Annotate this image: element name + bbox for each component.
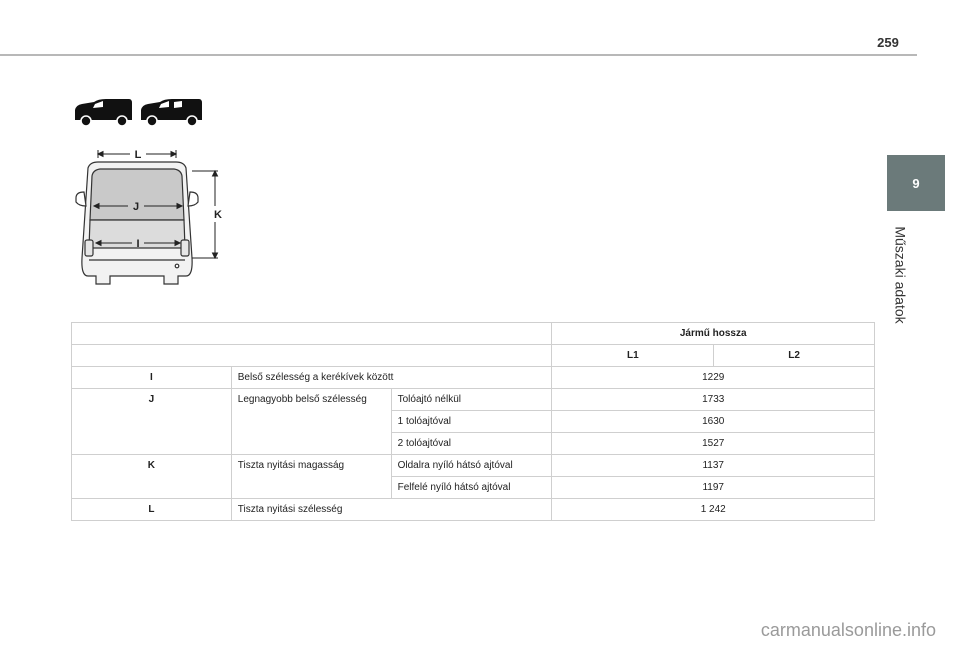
row-sub-label: Oldalra nyíló hátsó ajtóval xyxy=(391,455,552,477)
row-value: 1733 xyxy=(552,389,875,411)
row-value: 1197 xyxy=(552,477,875,499)
header-vehicle-length: Jármű hossza xyxy=(552,323,875,345)
row-code: J xyxy=(72,389,232,455)
row-description: Legnagyobb belső szélesség xyxy=(231,389,391,455)
van-l1-icon xyxy=(72,98,134,128)
row-value: 1 242 xyxy=(552,499,875,521)
chapter-tab[interactable]: 9 xyxy=(887,155,945,211)
dimensions-table xyxy=(71,322,875,521)
row-value: 1229 xyxy=(552,367,875,389)
chapter-title: Műszaki adatok xyxy=(893,225,909,324)
row-sub-label: 1 tolóajtóval xyxy=(391,411,552,433)
row-value: 1527 xyxy=(552,433,875,455)
label-i: I xyxy=(136,238,140,250)
table-row xyxy=(72,499,875,521)
label-k: K xyxy=(214,209,222,221)
table-row xyxy=(72,389,875,411)
page-number: 259 xyxy=(877,35,899,50)
van-rear-outline xyxy=(76,162,198,284)
row-description: Belső szélesség a kerékívek között xyxy=(231,367,552,389)
row-code: L xyxy=(72,499,232,521)
row-description: Tiszta nyitási magasság xyxy=(231,455,391,499)
table-row xyxy=(72,455,875,477)
label-l: L xyxy=(134,149,142,161)
table-row xyxy=(72,367,875,389)
row-sub-label: 2 tolóajtóval xyxy=(391,433,552,455)
header-l1: L1 xyxy=(552,345,714,367)
row-code: K xyxy=(72,455,232,499)
row-value: 1137 xyxy=(552,455,875,477)
chapter-title-container xyxy=(871,217,931,332)
row-description: Tiszta nyitási szélesség xyxy=(231,499,552,521)
row-code: I xyxy=(72,367,232,389)
van-l2-icon xyxy=(138,98,204,128)
row-value: 1630 xyxy=(552,411,875,433)
header-l2: L2 xyxy=(714,345,875,367)
header-empty-cell xyxy=(72,323,552,345)
table-subheader-row xyxy=(72,345,875,367)
watermark: carmanualsonline.info xyxy=(760,620,936,640)
header-divider xyxy=(0,54,917,56)
row-sub-label: Felfelé nyíló hátsó ajtóval xyxy=(391,477,552,499)
label-j: J xyxy=(132,201,140,213)
table-header-row xyxy=(72,323,875,345)
subheader-empty-cell xyxy=(72,345,552,367)
row-sub-label: Tolóajtó nélkül xyxy=(391,389,552,411)
rear-view-diagram xyxy=(72,148,232,288)
